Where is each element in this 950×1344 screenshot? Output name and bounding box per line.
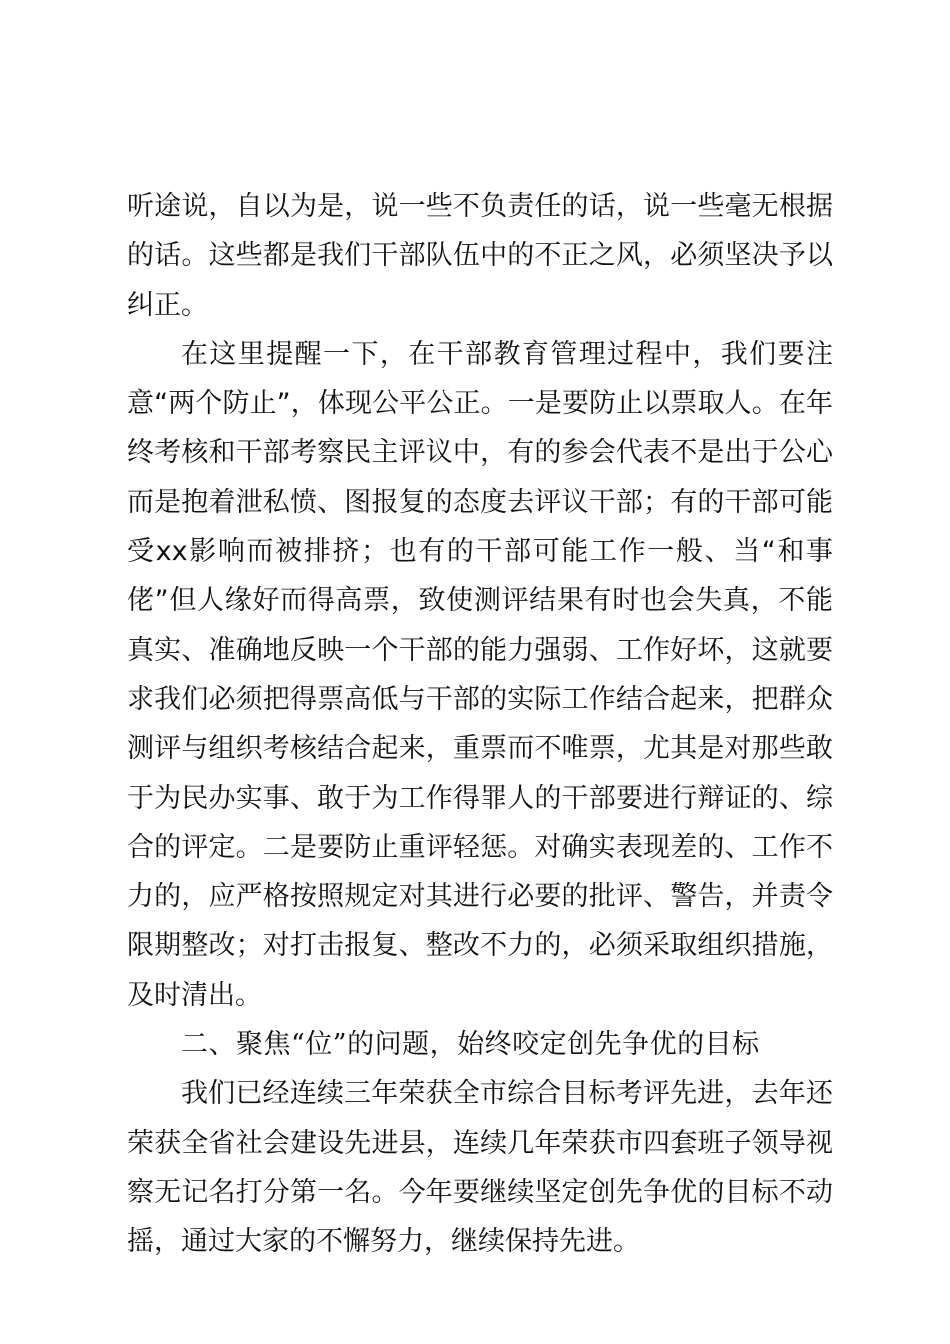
paragraph-achievements: 我们已经连续三年荣获全市综合目标考评先进，去年还荣获全省社会建设先进县，连续几年荣获市四套班子领导视察无记名打分第一名。今年要继续坚定创先争优的目标不动摇，通过大家的不懈努力，继续保持先进。 [127,1078,833,1258]
paragraph-continuation: 听途说，自以为是，说一些不负责任的话，说一些毫无根据的话。这些都是我们干部队伍中的不正之风，必须坚决予以纠正。 [127,191,833,321]
paragraph-two-preventions: 在这里提醒一下，在干部教育管理过程中，我们要注意“两个防止”，体现公平公正。一是要防止以票取人。在年终考核和干部考察民主评议中，有的参会代表不是出于公心而是抱着泄私愤、图报复的态度去评议干部；有的干部可能受xx影响而被排挤；也有的干部可能工作一般、当“和事佬”但人缘好而得高票，致使测评结果有时也会失真，不能真实、准确地反映一个干部的能力强弱、工作好坏，这就要求我们必须把得票高低与干部的实际工作结合起来，把群众测评与组织考核结合起来，重票而不唯票，尤其是对那些敢于为民办实事、敢于为工作得罪人的干部要进行辩证的、综合的评定。二是要防止重评轻惩。对确实表现差的、工作不力的，应严格按照规定对其进行必要的批评、警告，并责令限期整改；对打击报复、整改不力的，必须采取组织措施，及时清出。 [127,338,833,1011]
document-body [127,182,833,1267]
section-heading: 二、聚焦“位”的问题，始终咬定创先争优的目标 [181,1029,760,1061]
